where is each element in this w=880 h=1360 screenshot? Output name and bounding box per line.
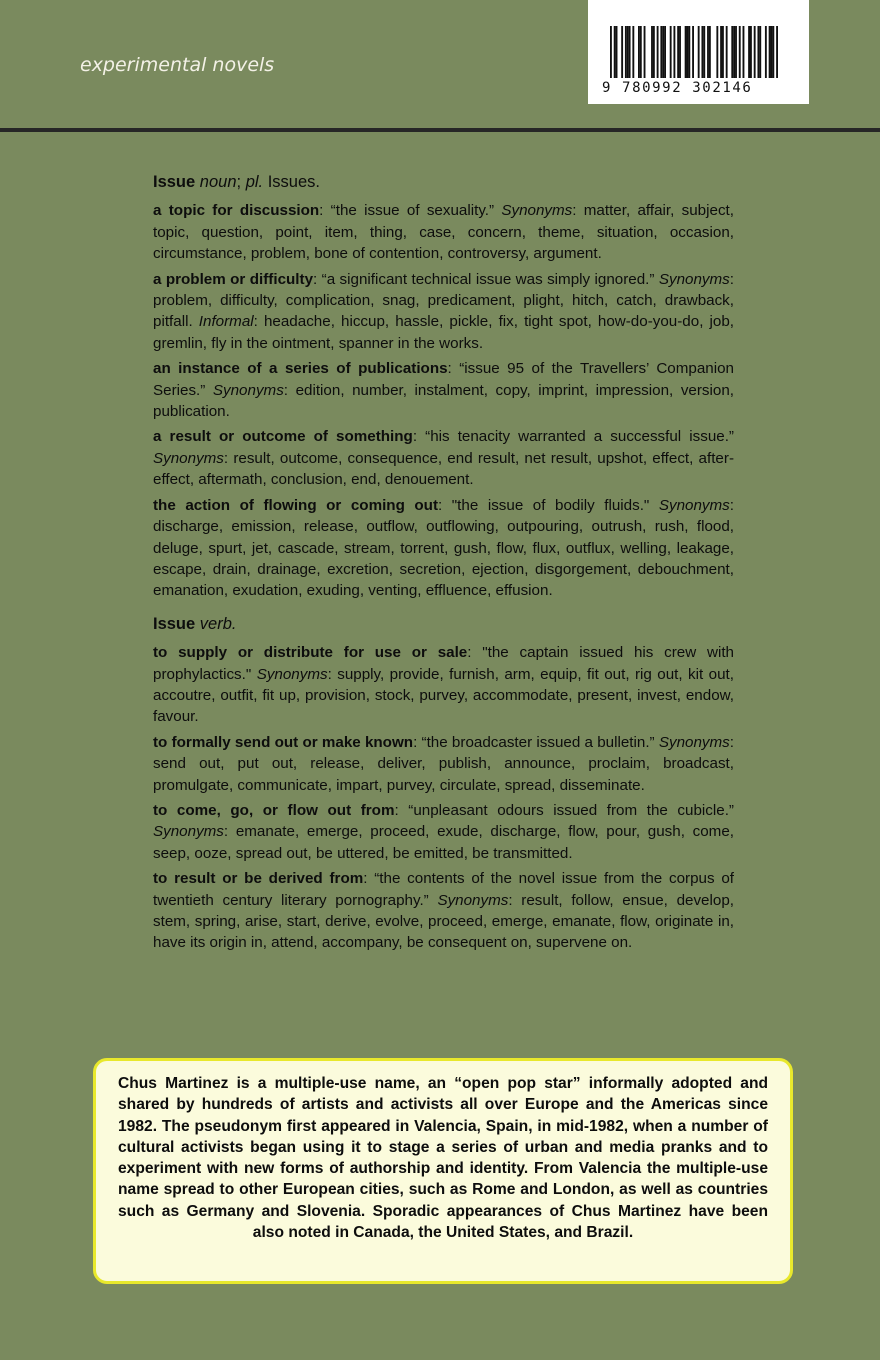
barcode-bar <box>688 26 690 78</box>
verb-headword-line <box>153 614 734 635</box>
verb-sense <box>153 868 734 954</box>
dictionary-entry <box>153 172 734 958</box>
barcode-bar <box>625 26 627 78</box>
barcode-bar <box>739 26 741 78</box>
barcode-bar <box>750 26 752 78</box>
noun-pos-plural-label: pl. <box>245 173 264 191</box>
sense-example: : “the contents of the novel issue from the corpus of twentieth century literary pornography.” <box>153 870 735 909</box>
sense-term: to result or be derived from <box>153 870 364 888</box>
synonyms-list: : emanate, emerge, proceed, exude, discharge, flow, pour, gush, come, seep, ooze, spread out, be uttered, be emitted, be transmitted. <box>153 823 734 862</box>
barcode-bar <box>733 26 735 78</box>
barcode-bar <box>662 26 664 78</box>
barcode-bar <box>709 26 711 78</box>
barcode-bar <box>657 26 659 78</box>
synonyms-label: Synonyms <box>437 891 509 909</box>
barcode-bar <box>698 26 700 78</box>
barcode-bar <box>632 26 634 78</box>
sense-example: : “the issue of sexuality.” <box>319 202 502 220</box>
noun-plural: Issues. <box>263 173 320 191</box>
sense-example: : "the captain issued his crew with prophylactics." <box>153 644 734 683</box>
barcode-bar <box>722 26 724 78</box>
barcode-bar <box>664 26 666 78</box>
synonyms-list: : supply, provide, furnish, arm, equip, fit out, rig out, kit out, accoutre, outfit, fit up, provision, stock, purvey, accommodate, present, invest, endow, favour. <box>153 665 734 726</box>
barcode-bar <box>679 26 681 78</box>
barcode-bar <box>757 26 759 78</box>
verb-pos: verb. <box>199 614 237 633</box>
barcode-bar <box>776 26 778 78</box>
barcode-bar <box>720 26 722 78</box>
sense-term: an instance of a series of publications <box>153 360 448 378</box>
barcode-bar <box>610 26 612 78</box>
noun-pos: noun <box>199 173 237 191</box>
sense-example: : “the broadcaster issued a bulletin.” <box>413 733 659 751</box>
sense-term: to come, go, or flow out from <box>153 801 395 819</box>
noun-sense <box>153 269 734 355</box>
barcode-bar <box>653 26 655 78</box>
barcode-bar <box>644 26 646 78</box>
sense-example: : “his tenacity warranted a successful issue.” <box>412 428 734 446</box>
sense-term: to supply or distribute for use or sale <box>153 644 468 662</box>
synonyms-list: : edition, number, instalment, copy, imprint, impression, version, publication. <box>153 381 734 421</box>
sense-term: a problem or difficulty <box>153 270 314 288</box>
sense-example: : “a significant technical issue was simply ignored.” <box>313 270 659 288</box>
barcode-bar <box>621 26 623 78</box>
isbn-barcode <box>588 0 809 104</box>
informal-label: Informal <box>198 313 254 331</box>
synonyms-label: Synonyms <box>501 202 573 220</box>
informal-list: : headache, hiccup, hassle, pickle, fix, tight spot, how-do-you-do, job, gremlin, fly in the ointment, spanner in the works. <box>153 313 734 352</box>
sense-term: a topic for discussion <box>153 202 320 220</box>
barcode-bar <box>673 26 675 78</box>
synonyms-list: : matter, affair, subject, topic, question, point, item, thing, case, concern, theme, situation, occasion, circumstance, problem, bone of contention, controversy, argument. <box>153 202 734 263</box>
barcode-bar <box>765 26 767 78</box>
barcode-bar <box>614 26 616 78</box>
barcode-bar <box>660 26 662 78</box>
synonyms-list: : problem, difficulty, complication, snag, predicament, plight, hitch, catch, drawback, pitfall. <box>153 270 734 331</box>
barcode-bar <box>748 26 750 78</box>
noun-pos-sep: ; <box>236 173 246 191</box>
barcode-bar <box>707 26 709 78</box>
sense-example: : “issue 95 of the Travellers’ Companion Series.” <box>153 360 734 399</box>
sense-term: a result or outcome of something <box>153 428 413 446</box>
series-label: experimental novels <box>80 54 275 76</box>
verb-sense <box>153 642 734 728</box>
barcode-bar <box>726 26 728 78</box>
sense-term: to formally send out or make known <box>153 733 414 751</box>
synonyms-list: : result, outcome, consequence, end result, net result, upshot, effect, after-effect, aftermath, conclusion, end, denouement. <box>153 449 734 489</box>
barcode-bar <box>735 26 737 78</box>
barcode-bar <box>703 26 705 78</box>
sense-example: : “unpleasant odours issued from the cubicle.” <box>394 801 734 819</box>
barcode-bar <box>616 26 618 78</box>
barcode-bar <box>651 26 653 78</box>
barcode-bar <box>771 26 773 78</box>
synonyms-list: : send out, put out, release, deliver, publish, announce, proclaim, broadcast, promulgate, communicate, impart, purvey, circulate, spread, disseminate. <box>153 733 734 794</box>
synonyms-label: Synonyms <box>658 733 730 751</box>
verb-sense <box>153 732 734 796</box>
sense-example: : "the issue of bodily fluids." <box>438 496 659 514</box>
synonyms-label: Synonyms <box>212 381 284 399</box>
noun-sense <box>153 200 734 264</box>
noun-headword-line <box>153 172 734 193</box>
barcode-bar <box>638 26 640 78</box>
barcode-bar <box>692 26 694 78</box>
synonyms-label: Synonyms <box>153 823 224 841</box>
synonyms-list: : discharge, emission, release, outflow, outflowing, outpouring, outrush, rush, flood, deluge, spurt, jet, cascade, stream, torrent, gush, flow, flux, outflux, welling, leakage, escape, drain, drainage, excretion, secretion, ejection, disgorgement, debouchment, emanation, exudation, exuding, venting, effluence, effusion. <box>153 496 734 600</box>
barcode-bar <box>743 26 745 78</box>
barcode-bar <box>685 26 687 78</box>
sense-term: the action of flowing or coming out <box>153 496 439 514</box>
barcode-bar <box>640 26 642 78</box>
barcode-bar <box>677 26 679 78</box>
barcode-bar <box>772 26 774 78</box>
isbn-digits: 9 780992 302146 <box>602 80 753 96</box>
noun-sense <box>153 358 734 422</box>
verb-sense <box>153 800 734 864</box>
barcode-bar <box>754 26 756 78</box>
barcode-bar <box>759 26 761 78</box>
noun-sense <box>153 426 734 490</box>
barcode-bar <box>627 26 629 78</box>
barcode-bar <box>716 26 718 78</box>
author-bio-box: Chus Martinez is a multiple-use name, an “open pop star” informally adopted and shared by hundreds of artists and activists all over Europe and the Americas since 1982. The pseudonym first appeared in Valencia, Spain, in mid-1982, when a number of cultural activists began using it to stage a series of urban and media pranks and to experiment with new forms of authorship and identity. From Valencia the multiple-use name spread to other European cities, such as Rome and London, as well as countries such as Germany and Slovenia. Sporadic appearances of Chus Martinez have been also noted in Canada, the United States, and Brazil. <box>93 1058 793 1284</box>
barcode-bar <box>670 26 672 78</box>
noun-headword: Issue <box>153 173 196 191</box>
synonyms-label: Synonyms <box>153 449 224 467</box>
synonyms-label: Synonyms <box>256 665 328 683</box>
verb-headword: Issue <box>153 614 196 633</box>
barcode-bar <box>687 26 689 78</box>
noun-sense <box>153 495 734 602</box>
barcode-bar <box>769 26 771 78</box>
header-divider <box>0 128 880 132</box>
barcode-bar <box>731 26 733 78</box>
barcode-bar <box>629 26 631 78</box>
synonyms-label: Synonyms <box>658 270 730 288</box>
synonyms-list: : result, follow, ensue, develop, stem, spring, arise, start, derive, evolve, proceed, emerge, emanate, flow, originate in, have its origin in, attend, accompany, be consequent on, supervene on. <box>153 891 734 952</box>
barcode-bar <box>701 26 703 78</box>
synonyms-label: Synonyms <box>658 496 730 514</box>
barcode-bars <box>610 26 778 78</box>
